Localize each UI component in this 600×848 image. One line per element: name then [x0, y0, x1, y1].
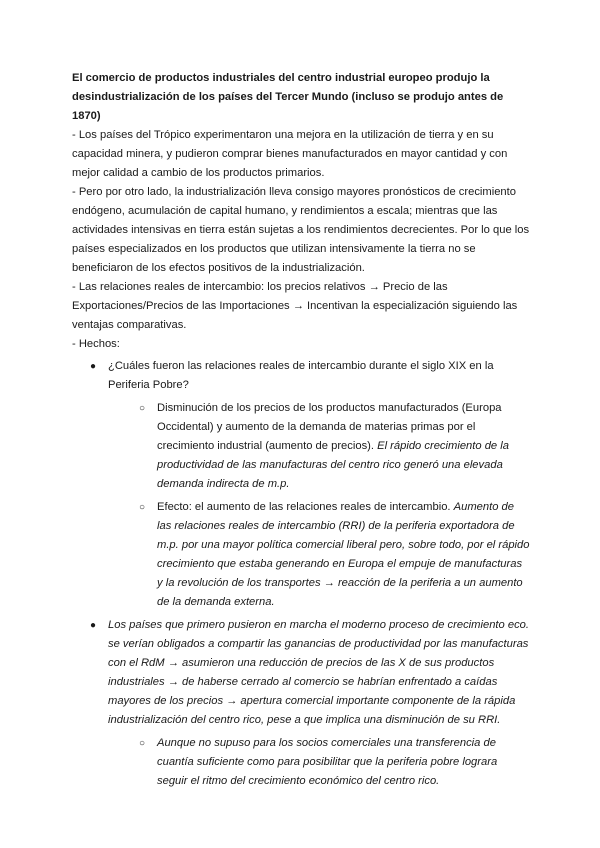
sub-bullet-italic-text: El rápido crecimiento de la productividad de las manufacturas del centro rico generó una elevada demanda indirecta de m.p.: [157, 440, 509, 490]
bullet-first-countries: [90, 616, 530, 730]
sub-bullet-transfer: [139, 734, 530, 791]
sub-bullet-italic-text: Aunque no supuso para los socios comerciales una transferencia de cuantía suficiente como para posibilitar que la periferia pobre lograra seguir el ritmo del crecimiento económico del centro rico.: [157, 737, 498, 787]
paragraph-industrialization: - Pero por otro lado, la industrialización lleva consigo mayores pronósticos de crecimiento endógeno, acumulación de capital humano, y rendimientos a escala; mientras que las actividades intensivas en tierra están sujetas a los rendimientos decrecientes. Por lo que los países especializados en los productos que utilizan intensivamente la tierra no se beneficiaron de los efectos positivos de la industrialización.: [72, 186, 530, 274]
sub-bullet-italic-text: Aumento de las relaciones reales de intercambio (RRI) de la periferia exportadora de m.p. por una mayor política comercial liberal pero, sobre todo, por el rápido crecimiento que estaba generando en Europa el empuje de manufacturas y la revolución de los transportes → reacción de la periferia a un aumento de la demanda externa.: [157, 501, 530, 608]
sub-bullet-effect: [139, 498, 530, 612]
hollow-bullet-icon: ○: [139, 403, 146, 414]
sub-bullet-text: Disminución de los precios de los productos manufacturados (Europa Occidental) y aumento de la demanda de materias primas por el crecimiento industrial (aumento de precios).: [157, 402, 502, 452]
bullet-italic-text: Los países que primero pusieron en marcha el moderno proceso de crecimiento eco. se verían obligados a compartir las ganancias de productividad por las manufacturas con el RdM → asumieron una reducción de precios de las X de sus productos industriales → de haberse cerrado al comercio se habrían enfrentado a caídas mayores de los precios → apertura comercial importante componente de la rápida industrialización del centro rico, pese a que implica una disminución de su RRI.: [108, 619, 530, 726]
paragraph-facts: - Hechos:: [72, 338, 120, 350]
section-title: El comercio de productos industriales del centro industrial europeo produjo la desindustrialización de los países del Tercer Mundo (incluso se produjo antes de 1870): [72, 72, 504, 122]
filled-bullet-icon: ●: [90, 361, 97, 372]
paragraph-tropics: - Los países del Trópico experimentaron una mejora en la utilización de tierra y en su capacidad minera, y pudieron comprar bienes manufacturados en mayor cantidad y con mejor calidad a cambio de los productos primarios.: [72, 129, 508, 179]
hollow-bullet-icon: ○: [139, 502, 146, 513]
sub-bullet-price-decrease: [139, 399, 530, 494]
bullet-text: ¿Cuáles fueron las relaciones reales de intercambio durante el siglo XIX en la Periferia Pobre?: [108, 360, 494, 391]
hollow-bullet-icon: ○: [139, 738, 146, 749]
bullet-question: [90, 357, 530, 395]
sub-bullet-text: Efecto: el aumento de las relaciones reales de intercambio.: [157, 501, 454, 513]
filled-bullet-icon: ●: [90, 620, 97, 631]
paragraph-terms-of-trade: - Las relaciones reales de intercambio: los precios relativos → Precio de las Exportaciones/Precios de las Importaciones → Incentivan la especialización siguiendo las ventajas comparativas.: [72, 281, 518, 331]
